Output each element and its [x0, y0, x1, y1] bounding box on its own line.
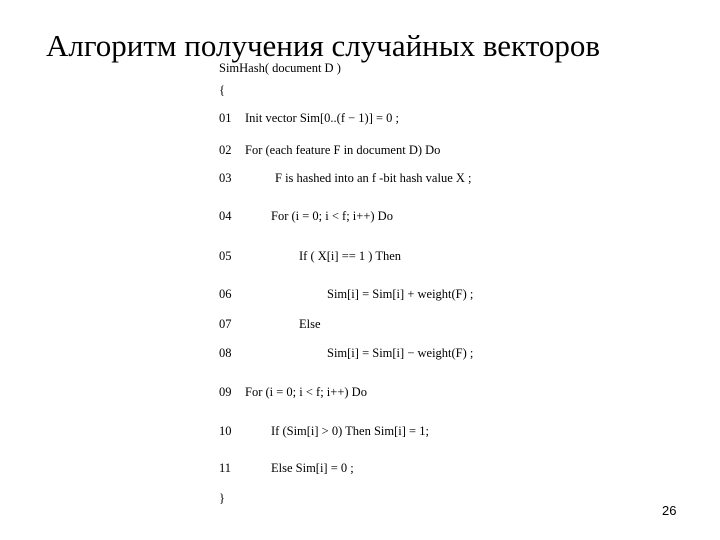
- line-text: If (Sim[i] > 0) Then Sim[i] = 1;: [271, 424, 429, 438]
- line-number: 06: [219, 287, 232, 301]
- line-number: 09: [219, 385, 232, 399]
- line-number: 11: [219, 461, 232, 475]
- line-text: Init vector Sim[0..(f − 1)] = 0 ;: [245, 111, 399, 125]
- line-text: For (i = 0; i < f; i++) Do: [245, 385, 367, 399]
- line-text: Sim[i] = Sim[i] + weight(F) ;: [327, 287, 474, 301]
- line-number: 04: [219, 209, 232, 223]
- line-number: 10: [219, 424, 232, 438]
- line-text: For (i = 0; i < f; i++) Do: [271, 209, 393, 223]
- line-number: 01: [219, 111, 232, 125]
- open-brace: {: [219, 83, 225, 97]
- line-text: Sim[i] = Sim[i] − weight(F) ;: [327, 346, 474, 360]
- line-text: For (each feature F in document D) Do: [245, 143, 441, 157]
- line-text: Else Sim[i] = 0 ;: [271, 461, 354, 475]
- line-text: Else: [299, 317, 321, 331]
- line-number: 08: [219, 346, 232, 360]
- line-number: 07: [219, 317, 232, 331]
- line-number: 03: [219, 171, 232, 185]
- page-number: 26: [662, 503, 677, 518]
- line-text: If ( X[i] == 1 ) Then: [299, 249, 402, 263]
- line-text: F is hashed into an f -bit hash value X ;: [275, 171, 472, 185]
- function-signature: SimHash( document D ): [219, 61, 341, 75]
- line-number: 02: [219, 143, 232, 157]
- close-brace: }: [219, 491, 225, 505]
- line-number: 05: [219, 249, 232, 263]
- slide-title: Алгоритм получения случайных векторов: [46, 28, 600, 63]
